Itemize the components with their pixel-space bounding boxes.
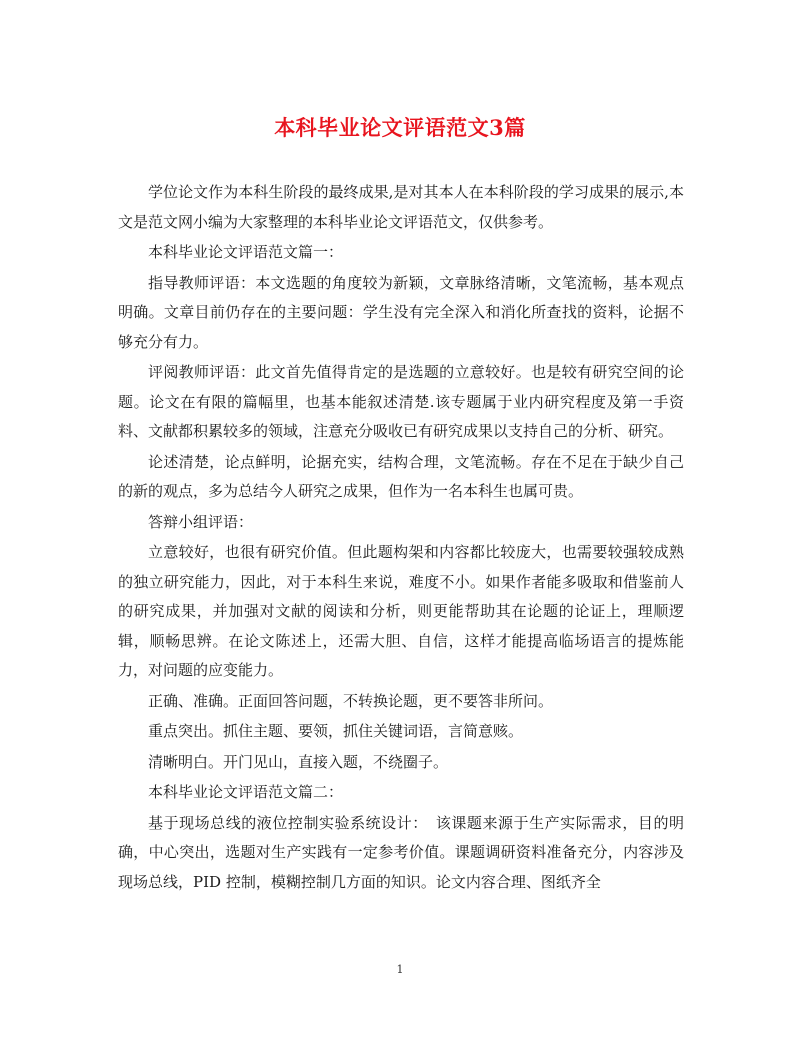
intro-paragraph: 学位论文作为本科生阶段的最终成果,是对其本人在本科阶段的学习成果的展示,本文是范文网小编为大家整理的本科毕业论文评语范文，仅供参考。	[118, 183, 684, 231]
defense-comment-paragraph: 立意较好，也很有研究价值。但此题构架和内容都比较庞大，也需要较强较成熟的独立研究能力，因此，对于本科生来说，难度不小。如果作者能多吸取和借鉴前人的研究成果，并加强对文献的阅读和分析，则更能帮助其在论题的论证上，理顺逻辑，顺畅思辨。在论文陈述上，还需大胆、自信，这样才能提高临场语言的提炼能力，对问题的应变能力。	[118, 543, 684, 679]
page-number: 1	[396, 963, 404, 976]
document-body	[118, 178, 684, 898]
accuracy-paragraph: 正确、准确。正面回答问题，不转换论题，更不要答非所问。	[148, 691, 554, 710]
section-heading-two: 本科毕业论文评语范文篇二：	[148, 783, 344, 801]
defense-committee-heading: 答辩小组评语：	[148, 512, 254, 531]
focus-paragraph: 重点突出。抓住主题、要领，抓住关键词语，言简意赅。	[148, 722, 524, 740]
argument-paragraph: 论述清楚，论点鲜明，论据充实，结构合理，文笔流畅。存在不足在于缺少自己的新的观点，多为总结今人研究之成果，但作为一名本科生也属可贵。	[118, 452, 684, 500]
document-title: 本科毕业论文评语范文3篇	[274, 115, 526, 140]
section-heading-one: 本科毕业论文评语范文篇一：	[148, 243, 344, 261]
clarity-paragraph: 清晰明白。开门见山，直接入题，不绕圈子。	[148, 752, 449, 771]
reviewer-comment-paragraph: 评阅教师评语：此文首先值得肯定的是选题的立意较好。也是较有研究空间的论题。论文在有限的篇幅里，也基本能叙述清楚.该专题属于业内研究程度及第一手资料、文献都积累较多的领域，注意充分吸收已有研究成果以支持自己的分析、研究。	[118, 363, 684, 440]
advisor-comment-paragraph: 指导教师评语：本文选题的角度较为新颖，文章脉络清晰，文笔流畅，基本观点明确。文章目前仍存在的主要问题：学生没有完全深入和消化所查找的资料，论据不够充分有力。	[118, 273, 684, 351]
design-comment-paragraph: 基于现场总线的液位控制实验系统设计： 该课题来源于生产实际需求，目的明确，中心突出，选题对生产实践有一定参考价值。课题调研资料准备充分，内容涉及现场总线，PID 控制，模糊控制几方面的知识。论文内容合理、图纸齐全	[118, 813, 684, 891]
